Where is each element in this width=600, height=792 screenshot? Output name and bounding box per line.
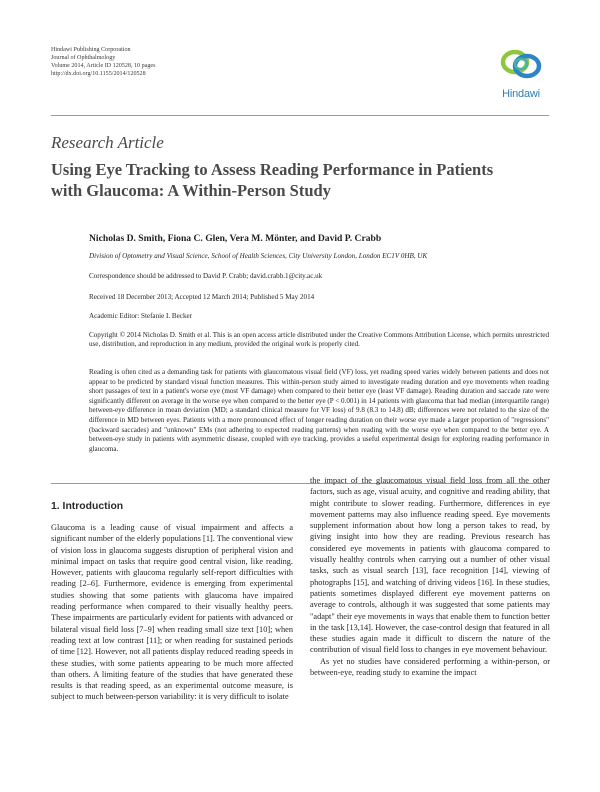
affiliation: Division of Optometry and Visual Science, School of Health Sciences, City University London, London EC1V 0HB, UK [89, 252, 428, 260]
article-type: Research Article [51, 133, 164, 152]
journal-header [51, 47, 155, 79]
copyright-notice: Copyright © 2014 Nicholas D. Smith et al. This is an open access article distributed under the Creative Commons Attribution License, which permits unrestricted use, distribution, and reproduction in any medium, provided the original work is properly cited. [89, 331, 549, 349]
intro-paragraph-continued: the impact of the glaucomatous visual field loss from all the other factors, such as age, visual acuity, and cognitive and reading ability, that might contribute to slower reading. Furthermore, differences in eye movement patterns may also influence reading speed. Eye movements supplement information about how long a person takes to read, by giving insight into how they are reading. Previous research has considered eye movements in patients with glaucoma compared to visually healthy controls when carrying out a number of other visual tasks, such as visual search [13], face recognition [14], viewing of photographs [15], and watching of driving videos [16]. In these studies, patients sometimes displayed different eye movement patterns on average to controls, although it was suggested that some patients may "adapt" their eye movements in ways that enable them to function better in the task [13,14]. However, the case-control design that featured in all these studies again made it difficult to discern the nature of the contribution of visual field loss to changes in eye movement behaviour. [310, 476, 550, 655]
section-heading: 1. Introduction [51, 501, 124, 512]
intro-paragraph: As yet no studies have considered performing a within-person, or between-eye, reading study to examine the impact [310, 656, 550, 678]
hindawi-logo-text: Hindawi [502, 88, 540, 100]
author-list: Nicholas D. Smith, Fiona C. Glen, Vera M. Mönter, and David P. Crabb [89, 233, 382, 244]
publication-dates: Received 18 December 2013; Accepted 12 March 2014; Published 5 May 2014 [89, 293, 315, 301]
publisher-name: Hindawi Publishing Corporation [51, 47, 131, 53]
article-title: Using Eye Tracking to Assess Reading Performance in Patients with Glaucoma: A Within-Person Study [51, 160, 494, 200]
hindawi-logo [496, 44, 546, 104]
correspondence: Correspondence should be addressed to David P. Crabb; david.crabb.1@city.ac.uk [89, 272, 323, 280]
abstract: Reading is often cited as a demanding task for patients with glaucomatous visual field (VF) loss, yet reading speed varies widely between patients and does not appear to be predicted by standard visual function measures. This within-person study aimed to investigate reading duration and eye movements when reading short passages of text in a patient's worse eye (most VF damage) when compared to their better eye (least VF damage). Reading duration and saccade rate were significantly different on average in the worse eye when compared to the better eye (P < 0.001) in 14 patients with glaucoma that had median (interquartile range) between-eye difference in mean deviation (MD; a standard clinical measure for VF loss) of 9.8 (8.3 to 14.8) dB; differences were not related to the size of the difference in MD between eyes. Patients with a more pronounced effect of longer reading duration on their worse eye made a larger proportion of "regressions" (backward saccades) and "unknown" EMs (not adhering to expected reading patterns) when reading with the worse eye when compared to the better eye. A between-eye study in patients with asymmetric disease, coupled with eye tracking, provides a useful experimental design for exploring reading performance in glaucoma. [89, 368, 549, 453]
body-column-left [51, 522, 293, 703]
journal-name: Journal of Ophthalmology [51, 54, 116, 61]
doi-link[interactable]: http://dx.doi.org/10.1155/2014/120528 [51, 70, 146, 77]
academic-editor: Academic Editor: Stefanie I. Becker [89, 312, 193, 320]
intro-paragraph: Glaucoma is a leading cause of visual impairment and affects a significant number of the elderly populations [1]. The conventional view of vision loss in glaucoma suggests disruption of peripheral vision and minimal impact on tasks that require good central vision, like reading. However, patients with glaucoma regularly self-report difficulties with reading [2–6]. Furthermore, evidence is emerging from experimental studies showing that some patients with glaucoma have impaired reading performance when compared to their visually healthy peers. These impairments are particularly evident for patients with advanced or bilateral visual field loss [7–9] when reading small size text [10]; when reading text at low contrast [11]; or when reading for sustained periods of time [12]. However, not all patients display reduced reading speeds in these studies, with some patients appearing to be much more affected than others. A limiting feature of the studies that have generated these results is that reading speed, as an experimental outcome measure, is subject to much between-person variability: it is very difficult to isolate [51, 523, 293, 702]
body-column-right [310, 475, 550, 678]
volume-info: Volume 2014, Article ID 120528, 10 pages [51, 62, 156, 69]
hindawi-rings-icon [496, 44, 546, 86]
header-divider [51, 115, 549, 116]
